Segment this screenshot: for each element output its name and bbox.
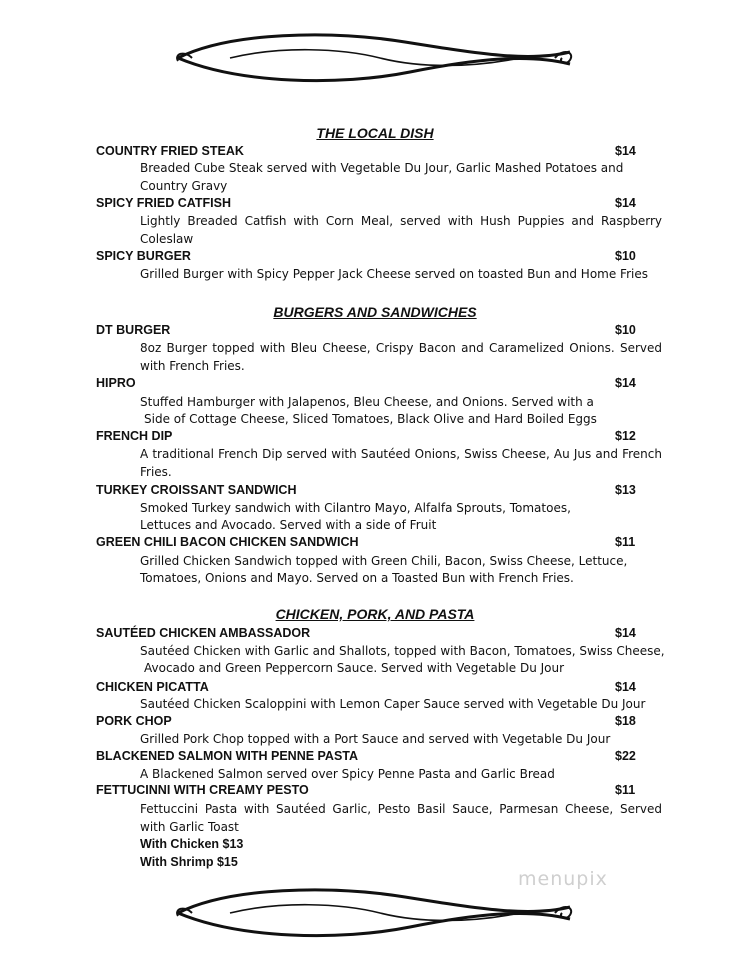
item-desc-turkey-croissant-line2: Lettuces and Avocado. Served with a side of Fruit bbox=[140, 518, 437, 532]
item-price-pork-chop: $18 bbox=[615, 714, 636, 728]
item-desc-dt-burger: 8oz Burger topped with Bleu Cheese, Crispy Bacon and Caramelized Onions. Served with French Fries. bbox=[140, 341, 662, 373]
item-name-hipro: HIPRO bbox=[96, 376, 136, 390]
item-desc-spicy-burger: Grilled Burger with Spicy Pepper Jack Cheese served on toasted Bun and Home Fries bbox=[140, 267, 648, 281]
item-name-spicy-fried-catfish: SPICY FRIED CATFISH bbox=[96, 196, 231, 210]
item-price-sauteed-chicken-ambassador: $14 bbox=[615, 626, 636, 640]
item-desc-country-fried-steak: Breaded Cube Steak served with Vegetable Du Jour, Garlic Mashed Potatoes and Country Gravy bbox=[140, 161, 624, 193]
item-price-blackened-salmon: $22 bbox=[615, 749, 636, 763]
item-name-country-fried-steak: COUNTRY FRIED STEAK bbox=[96, 144, 244, 158]
item-desc-pork-chop: Grilled Pork Chop topped with a Port Sauce and served with Vegetable Du Jour bbox=[140, 732, 611, 746]
item-desc-fettucinni: Fettuccini Pasta with Sautéed Garlic, Pesto Basil Sauce, Parmesan Cheese, Served with Garlic Toast bbox=[140, 802, 662, 834]
item-desc-hipro-line2: Side of Cottage Cheese, Sliced Tomatoes, Black Olive and Hard Boiled Eggs bbox=[144, 412, 597, 426]
item-name-fettucinni-creamy-pesto: FETTUCINNI WITH CREAMY PESTO bbox=[96, 783, 309, 797]
item-name-pork-chop: PORK CHOP bbox=[96, 714, 172, 728]
item-price-turkey-croissant: $13 bbox=[615, 483, 636, 497]
item-price-french-dip: $12 bbox=[615, 429, 636, 443]
item-name-chicken-picatta: CHICKEN PICATTA bbox=[96, 680, 209, 694]
flourish-divider-bottom bbox=[170, 883, 580, 943]
item-name-green-chili-bacon-chicken: GREEN CHILI BACON CHICKEN SANDWICH bbox=[96, 535, 359, 549]
item-desc-spicy-fried-catfish: Lightly Breaded Catfish with Corn Meal, served with Hush Puppies and Raspberry Coleslaw bbox=[140, 214, 662, 246]
item-name-turkey-croissant: TURKEY CROISSANT SANDWICH bbox=[96, 483, 297, 497]
item-desc-turkey-croissant-line1: Smoked Turkey sandwich with Cilantro Mayo, Alfalfa Sprouts, Tomatoes, bbox=[140, 501, 571, 515]
item-desc-hipro-line1: Stuffed Hamburger with Jalapenos, Bleu Cheese, and Onions. Served with a bbox=[140, 395, 594, 409]
item-price-chicken-picatta: $14 bbox=[615, 680, 636, 694]
item-price-spicy-fried-catfish: $14 bbox=[615, 196, 636, 210]
section-title-chicken-pork-pasta: CHICKEN, PORK, AND PASTA bbox=[275, 606, 475, 622]
item-desc-ambassador-line1: Sautéed Chicken with Garlic and Shallots, topped with Bacon, Tomatoes, Swiss Cheese, bbox=[140, 644, 665, 658]
option-with-shrimp: With Shrimp $15 bbox=[140, 855, 238, 869]
item-price-country-fried-steak: $14 bbox=[615, 144, 636, 158]
item-name-spicy-burger: SPICY BURGER bbox=[96, 249, 191, 263]
item-name-sauteed-chicken-ambassador: SAUTÉED CHICKEN AMBASSADOR bbox=[96, 626, 311, 640]
item-price-green-chili-bacon-chicken: $11 bbox=[615, 535, 636, 549]
section-title-burgers-sandwiches: BURGERS AND SANDWICHES bbox=[273, 304, 477, 320]
option-with-chicken: With Chicken $13 bbox=[140, 837, 244, 851]
watermark-text: menupix bbox=[518, 868, 608, 890]
item-price-dt-burger: $10 bbox=[615, 323, 636, 337]
item-desc-green-chili-line2: Tomatoes, Onions and Mayo. Served on a Toasted Bun with French Fries. bbox=[140, 571, 574, 585]
item-desc-french-dip: A traditional French Dip served with Sautéed Onions, Swiss Cheese, Au Jus and French Fries. bbox=[140, 447, 662, 479]
item-desc-blackened-salmon: A Blackened Salmon served over Spicy Penne Pasta and Garlic Bread bbox=[140, 767, 555, 781]
section-title-local-dish: THE LOCAL DISH bbox=[316, 125, 434, 141]
item-name-french-dip: FRENCH DIP bbox=[96, 429, 173, 443]
item-desc-chicken-picatta: Sautéed Chicken Scaloppini with Lemon Caper Sauce served with Vegetable Du Jour bbox=[140, 697, 646, 711]
item-desc-green-chili-line1: Grilled Chicken Sandwich topped with Green Chili, Bacon, Swiss Cheese, Lettuce, bbox=[140, 554, 628, 568]
item-name-blackened-salmon: BLACKENED SALMON WITH PENNE PASTA bbox=[96, 749, 359, 763]
item-price-hipro: $14 bbox=[615, 376, 636, 390]
item-name-dt-burger: DT BURGER bbox=[96, 323, 171, 337]
flourish-divider-top bbox=[170, 28, 580, 88]
item-price-spicy-burger: $10 bbox=[615, 249, 636, 263]
item-desc-ambassador-line2: Avocado and Green Peppercorn Sauce. Served with Vegetable Du Jour bbox=[144, 661, 565, 675]
item-price-fettucinni-creamy-pesto: $11 bbox=[615, 783, 636, 797]
